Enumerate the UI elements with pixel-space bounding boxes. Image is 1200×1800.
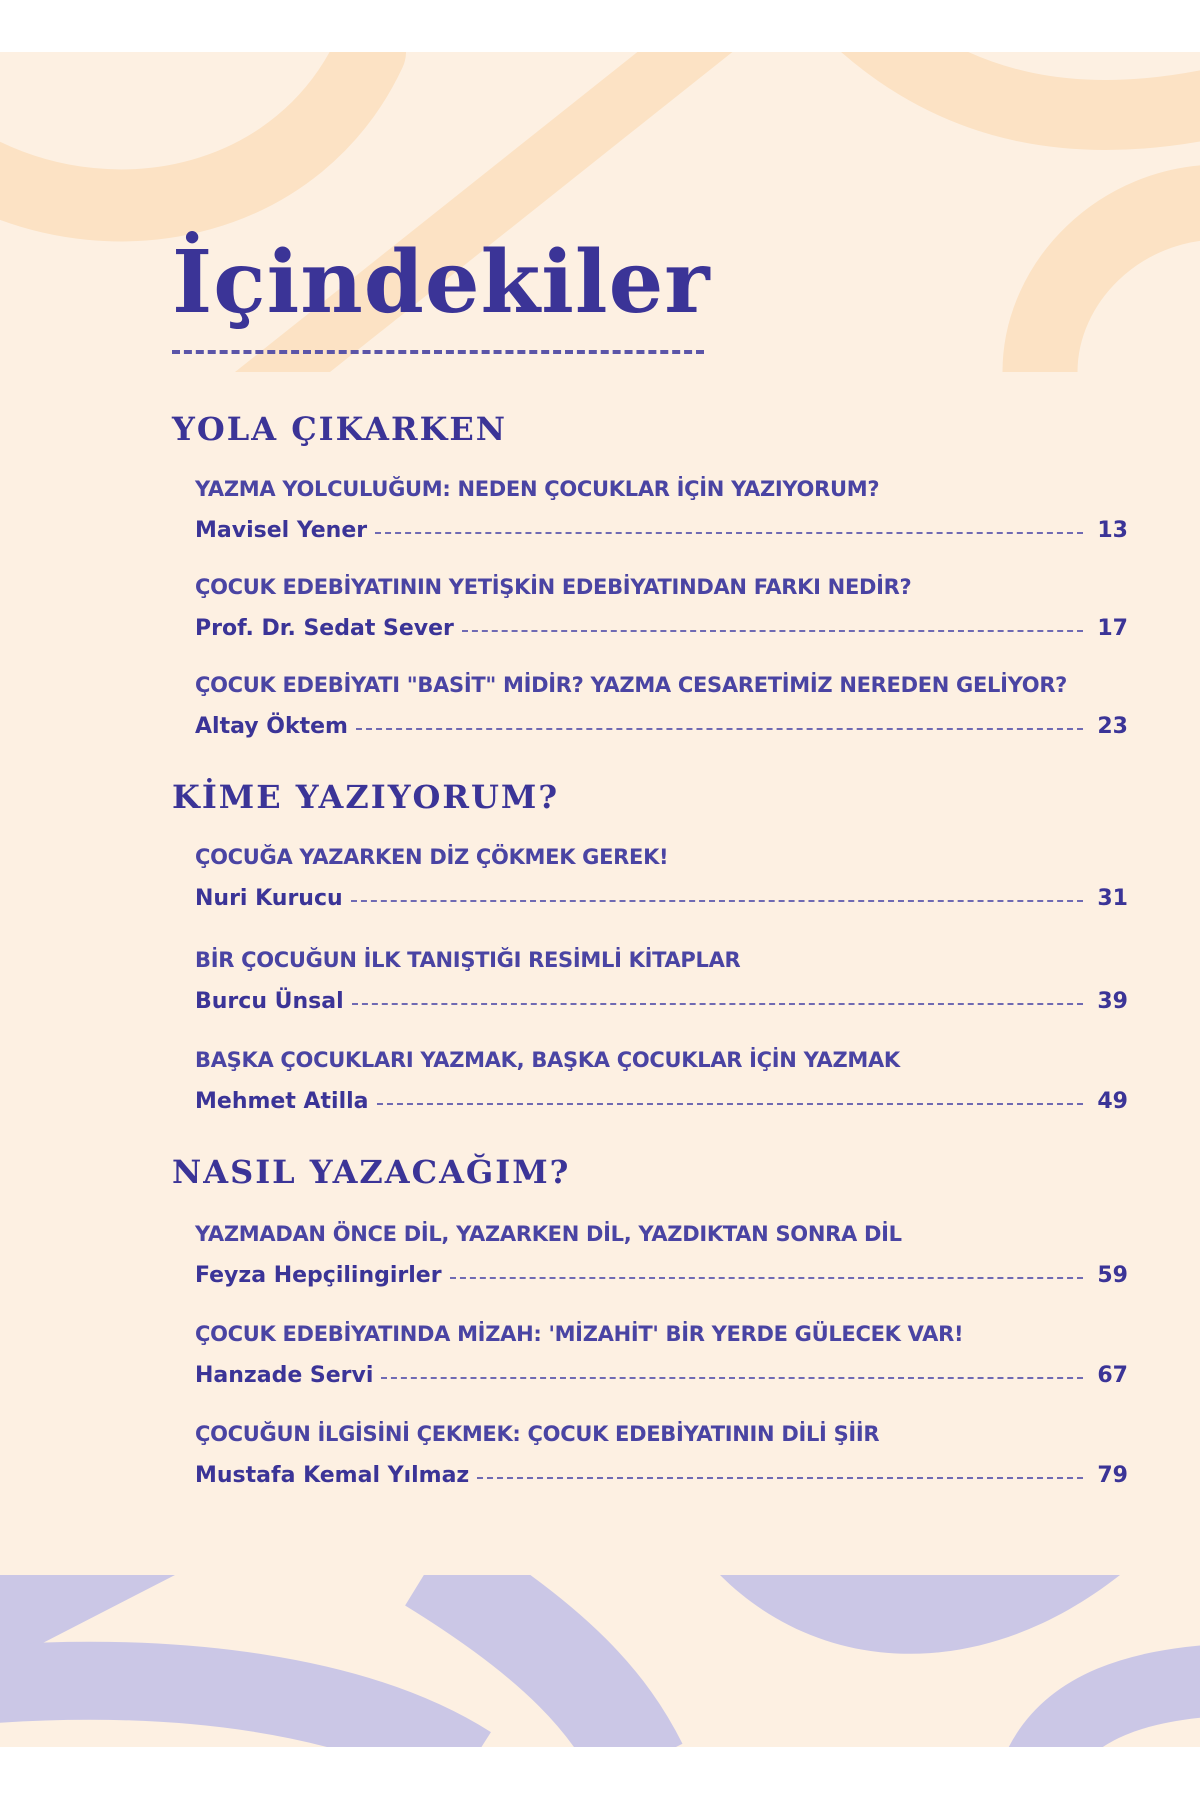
entry-page-number: 31: [1097, 886, 1128, 911]
entry-page-number: 17: [1097, 616, 1128, 641]
bottom-band-left: [0, 1681, 470, 1747]
entry-author: Feyza Hepçilingirler: [195, 1263, 442, 1288]
entry-author: Prof. Dr. Sedat Sever: [195, 616, 454, 641]
entry-title: ÇOCUK EDEBİYATININ YETİŞKİN EDEBİYATINDAN FARKI NEDİR?: [195, 575, 912, 599]
entry-page-number: 59: [1097, 1263, 1128, 1288]
entry-title: YAZMADAN ÖNCE DİL, YAZARKEN DİL, YAZDIKTAN SONRA DİL: [195, 1222, 902, 1246]
entry-title: BİR ÇOCUĞUN İLK TANIŞTIĞI RESİMLİ KİTAPLAR: [195, 948, 741, 972]
toc-entry[interactable]: [195, 1422, 1128, 1488]
bottom-decoration: [0, 1575, 1200, 1747]
entry-title: YAZMA YOLCULUĞUM: NEDEN ÇOCUKLAR İÇİN YAZIYORUM?: [195, 477, 880, 501]
entry-line: [195, 989, 1128, 1014]
page-title: İçindekiler: [172, 232, 711, 333]
dot-leader: [351, 900, 1084, 902]
toc-entry[interactable]: [195, 575, 1128, 641]
dot-leader: [352, 1003, 1084, 1005]
entry-title: ÇOCUK EDEBİYATI "BASİT" MİDİR? YAZMA CESARETİMİZ NEREDEN GELİYOR?: [195, 673, 1068, 697]
entry-page-number: 39: [1097, 989, 1128, 1014]
entry-line: [195, 886, 1128, 911]
toc-entry[interactable]: [195, 673, 1128, 739]
title-dashed-rule: [172, 350, 704, 354]
entry-title: ÇOCUĞA YAZARKEN DİZ ÇÖKMEK GEREK!: [195, 845, 669, 869]
top-arc-left: [0, 52, 370, 205]
toc-entry[interactable]: [195, 845, 1128, 911]
bottom-arc-right: [720, 1575, 1120, 1654]
entry-author: Mavisel Yener: [195, 518, 368, 543]
entry-line: [195, 714, 1128, 739]
section-heading: KİME YAZIYORUM?: [172, 778, 560, 816]
toc-entry[interactable]: [195, 1048, 1128, 1114]
entry-page-number: 67: [1097, 1363, 1128, 1388]
dot-leader: [462, 630, 1083, 632]
top-arc-right-b: [1040, 202, 1200, 372]
section-heading: NASIL YAZACAĞIM?: [172, 1153, 571, 1191]
entry-author: Mustafa Kemal Yılmaz: [195, 1463, 470, 1488]
dot-leader: [356, 728, 1083, 730]
section-heading: YOLA ÇIKARKEN: [172, 410, 508, 448]
entry-title: ÇOCUĞUN İLGİSİNİ ÇEKMEK: ÇOCUK EDEBİYATININ DİLİ ŞİİR: [195, 1422, 880, 1446]
entry-title: BAŞKA ÇOCUKLARI YAZMAK, BAŞKA ÇOCUKLAR İÇİN YAZMAK: [195, 1048, 900, 1072]
entry-line: [195, 1463, 1128, 1488]
toc-entry[interactable]: [195, 1322, 1128, 1388]
dot-leader: [477, 1477, 1083, 1479]
entry-line: [195, 1263, 1128, 1288]
entry-page-number: 79: [1097, 1463, 1128, 1488]
bottom-arc-far-right: [1040, 1680, 1200, 1747]
dot-leader: [375, 532, 1083, 534]
dot-leader: [450, 1277, 1084, 1279]
entry-line: [195, 1363, 1128, 1388]
entry-author: Mehmet Atilla: [195, 1089, 369, 1114]
toc-entry[interactable]: [195, 477, 1128, 543]
entry-author: Burcu Ünsal: [195, 989, 344, 1014]
entry-page-number: 13: [1097, 518, 1128, 543]
entry-line: [195, 616, 1128, 641]
toc-entry[interactable]: [195, 1222, 1128, 1288]
entry-line: [195, 1089, 1128, 1114]
entry-page-number: 49: [1097, 1089, 1128, 1114]
top-arc-right-a: [860, 52, 1200, 115]
entry-author: Nuri Kurucu: [195, 886, 343, 911]
toc-entry[interactable]: [195, 948, 1128, 1014]
entry-author: Hanzade Servi: [195, 1363, 374, 1388]
book-page: [0, 52, 1200, 1747]
entry-page-number: 23: [1097, 714, 1128, 739]
dot-leader: [381, 1377, 1083, 1379]
entry-line: [195, 518, 1128, 543]
entry-author: Altay Öktem: [195, 714, 348, 739]
entry-title: ÇOCUK EDEBİYATINDA MİZAH: 'MİZAHİT' BİR YERDE GÜLECEK VAR!: [195, 1322, 964, 1346]
dot-leader: [377, 1103, 1084, 1105]
